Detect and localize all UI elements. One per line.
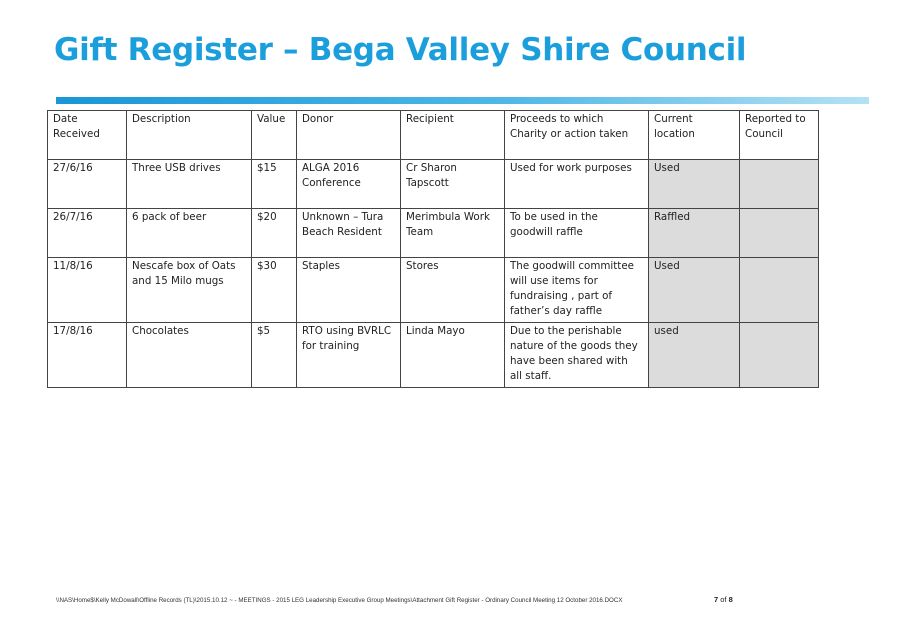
cell-proceeds: Due to the perishable nature of the goods they have been shared with all staff. xyxy=(505,323,649,388)
cell-recipient: Stores xyxy=(401,258,505,323)
cell-description: Three USB drives xyxy=(127,160,252,209)
table-row xyxy=(48,323,819,388)
page-of: of xyxy=(720,595,727,604)
cell-date: 17/8/16 xyxy=(48,323,127,388)
header-location: Current location xyxy=(649,111,740,160)
cell-location: Used xyxy=(649,258,740,323)
cell-recipient: Merimbula Work Team xyxy=(401,209,505,258)
cell-reported xyxy=(740,209,819,258)
table-row xyxy=(48,209,819,258)
cell-recipient: Linda Mayo xyxy=(401,323,505,388)
cell-reported xyxy=(740,323,819,388)
cell-donor: RTO using BVRLC for training xyxy=(297,323,401,388)
cell-date: 11/8/16 xyxy=(48,258,127,323)
cell-location: Used xyxy=(649,160,740,209)
cell-proceeds: The goodwill committee will use items for fundraising , part of father’s day raffle xyxy=(505,258,649,323)
header-reported: Reported to Council xyxy=(740,111,819,160)
cell-value: $30 xyxy=(252,258,297,323)
cell-proceeds: To be used in the goodwill raffle xyxy=(505,209,649,258)
cell-donor: ALGA 2016 Conference xyxy=(297,160,401,209)
cell-location: Raffled xyxy=(649,209,740,258)
header-donor: Donor xyxy=(297,111,401,160)
cell-donor: Staples xyxy=(297,258,401,323)
cell-description: 6 pack of beer xyxy=(127,209,252,258)
table-row xyxy=(48,258,819,323)
cell-date: 27/6/16 xyxy=(48,160,127,209)
header-date: Date Received xyxy=(48,111,127,160)
header-row xyxy=(48,111,819,160)
title-underline xyxy=(56,97,869,104)
page-title: Gift Register – Bega Valley Shire Council xyxy=(54,32,747,68)
cell-date: 26/7/16 xyxy=(48,209,127,258)
cell-proceeds: Used for work purposes xyxy=(505,160,649,209)
cell-reported xyxy=(740,258,819,323)
cell-recipient: Cr Sharon Tapscott xyxy=(401,160,505,209)
header-proceeds: Proceeds to which Charity or action taken xyxy=(505,111,649,160)
cell-value: $20 xyxy=(252,209,297,258)
header-value: Value xyxy=(252,111,297,160)
page-total: 8 xyxy=(728,595,733,604)
footer-file-path: \\NAS\Home$\Kelly McDowall\Offline Records (TL)\2015.10.12 ~ - MEETINGS - 2015 LEG Leadership Executive Group Meetings\Attachment Gift Register - Ordinary Council Meeting 12 October 2016.DOCX xyxy=(56,597,623,604)
cell-description: Nescafe box of Oats and 15 Milo mugs xyxy=(127,258,252,323)
cell-description: Chocolates xyxy=(127,323,252,388)
header-description: Description xyxy=(127,111,252,160)
cell-value: $5 xyxy=(252,323,297,388)
page-current: 7 xyxy=(714,595,719,604)
header-recipient: Recipient xyxy=(401,111,505,160)
gift-register-table xyxy=(47,110,819,388)
table-row xyxy=(48,160,819,209)
cell-donor: Unknown – Tura Beach Resident xyxy=(297,209,401,258)
cell-reported xyxy=(740,160,819,209)
cell-location: used xyxy=(649,323,740,388)
cell-value: $15 xyxy=(252,160,297,209)
page-number xyxy=(714,595,733,604)
